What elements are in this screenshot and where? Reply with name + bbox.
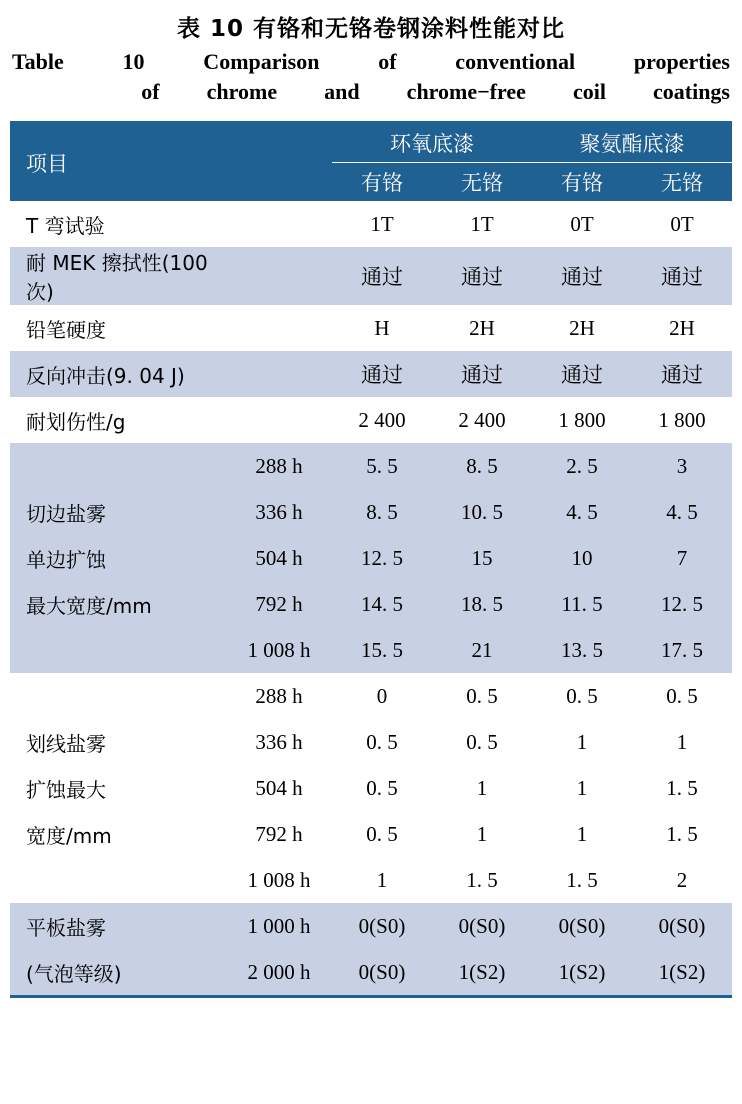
header-item-label: 项目 [26, 151, 68, 176]
row-value: 通过 [432, 247, 532, 305]
row-value: 1 [532, 719, 632, 765]
row-value: 0. 5 [632, 673, 732, 719]
header-sub-epoxy-chromefree: 无铬 [461, 171, 503, 195]
header-sub-pu-chrome: 有铬 [561, 171, 603, 195]
table-header-group-row [10, 123, 732, 163]
row-value: 2 400 [432, 397, 532, 443]
table-row [10, 765, 732, 811]
row-value: 13. 5 [532, 627, 632, 673]
table-row [10, 489, 732, 535]
row-sub-label: 288 h [226, 443, 332, 489]
table-row [10, 811, 732, 857]
row-sub-label [226, 247, 332, 305]
row-label [10, 857, 226, 903]
table-row [10, 627, 732, 673]
row-value: 11. 5 [532, 581, 632, 627]
row-value: 21 [432, 627, 532, 673]
table-title-english [10, 45, 732, 107]
row-value: 通过 [532, 247, 632, 305]
row-label: 反向冲击(9. 04 J) [10, 351, 226, 397]
row-value: 0. 5 [432, 673, 532, 719]
row-value: 0(S0) [532, 903, 632, 949]
row-value: 1(S2) [532, 949, 632, 995]
row-value: 通过 [432, 351, 532, 397]
table-row [10, 201, 732, 247]
table-row [10, 903, 732, 949]
row-value: 1 [432, 765, 532, 811]
header-group-polyurethane: 聚氨酯底漆 [532, 123, 732, 163]
row-value: 2H [632, 305, 732, 351]
row-label: T 弯试验 [10, 201, 226, 247]
row-value: 1(S2) [632, 949, 732, 995]
table-row [10, 351, 732, 397]
row-value: 17. 5 [632, 627, 732, 673]
row-value: 0. 5 [332, 719, 432, 765]
row-label [10, 627, 226, 673]
table-row [10, 535, 732, 581]
header-group-epoxy: 环氧底漆 [332, 123, 532, 163]
row-label: 耐 MEK 擦拭性(100次) [10, 247, 226, 305]
table-row [10, 443, 732, 489]
row-label: (气泡等级) [10, 949, 226, 995]
table-title-english-line1: Table 10 Comparison of conventional properties [12, 49, 730, 74]
row-value: 通过 [632, 351, 732, 397]
row-value: 2 400 [332, 397, 432, 443]
row-value: 1 [632, 719, 732, 765]
row-value: 1T [332, 201, 432, 247]
row-sub-label: 336 h [226, 489, 332, 535]
row-value: 15. 5 [332, 627, 432, 673]
row-value: 10 [532, 535, 632, 581]
table-row [10, 247, 732, 305]
row-value: 1. 5 [532, 857, 632, 903]
row-value: 1. 5 [632, 765, 732, 811]
row-value: 1 [332, 857, 432, 903]
row-label: 单边扩蚀 [10, 535, 226, 581]
row-sub-label: 2 000 h [226, 949, 332, 995]
row-label: 扩蚀最大 [10, 765, 226, 811]
row-label: 划线盐雾 [10, 719, 226, 765]
table-row [10, 673, 732, 719]
header-spacer [226, 123, 332, 202]
row-value: 0. 5 [332, 765, 432, 811]
table-title-chinese: 表 10 有铬和无铬卷钢涂料性能对比 [176, 16, 566, 42]
row-label: 宽度/mm [10, 811, 226, 857]
row-value: 0. 5 [432, 719, 532, 765]
row-value: 7 [632, 535, 732, 581]
table-row [10, 305, 732, 351]
row-sub-label: 792 h [226, 581, 332, 627]
row-value: 1 [532, 811, 632, 857]
row-sub-label [226, 201, 332, 247]
row-sub-label: 1 000 h [226, 903, 332, 949]
row-sub-label: 792 h [226, 811, 332, 857]
table-row [10, 719, 732, 765]
table-row [10, 397, 732, 443]
row-sub-label: 504 h [226, 765, 332, 811]
row-value: 0. 5 [332, 811, 432, 857]
table-body [10, 201, 732, 995]
row-label [10, 443, 226, 489]
row-sub-label: 504 h [226, 535, 332, 581]
row-sub-label: 336 h [226, 719, 332, 765]
header-sub-epoxy-chrome: 有铬 [361, 171, 403, 195]
row-value: 1T [432, 201, 532, 247]
row-value: 通过 [332, 247, 432, 305]
row-label: 平板盐雾 [10, 903, 226, 949]
row-label: 最大宽度/mm [10, 581, 226, 627]
row-value: 3 [632, 443, 732, 489]
row-value: 8. 5 [332, 489, 432, 535]
row-value: 4. 5 [632, 489, 732, 535]
row-value: 0(S0) [332, 903, 432, 949]
row-value: 通过 [632, 247, 732, 305]
table-title-english-line2: of chrome and chrome−free coil coatings [141, 79, 730, 104]
row-value: 12. 5 [632, 581, 732, 627]
row-value: 通过 [332, 351, 432, 397]
row-value: 8. 5 [432, 443, 532, 489]
row-sub-label: 288 h [226, 673, 332, 719]
row-label [10, 673, 226, 719]
table-row [10, 857, 732, 903]
row-value: H [332, 305, 432, 351]
table-row [10, 949, 732, 995]
row-value: 0(S0) [632, 903, 732, 949]
row-value: 0(S0) [332, 949, 432, 995]
row-value: 0T [532, 201, 632, 247]
row-value: 1(S2) [432, 949, 532, 995]
row-value: 18. 5 [432, 581, 532, 627]
row-value: 1. 5 [632, 811, 732, 857]
row-value: 2. 5 [532, 443, 632, 489]
row-value: 2H [432, 305, 532, 351]
row-value: 1 [432, 811, 532, 857]
row-value: 1. 5 [432, 857, 532, 903]
row-value: 5. 5 [332, 443, 432, 489]
row-sub-label [226, 397, 332, 443]
row-value: 1 800 [532, 397, 632, 443]
row-value: 2 [632, 857, 732, 903]
row-label: 切边盐雾 [10, 489, 226, 535]
row-value: 0T [632, 201, 732, 247]
row-sub-label: 1 008 h [226, 857, 332, 903]
row-value: 14. 5 [332, 581, 432, 627]
row-value: 0. 5 [532, 673, 632, 719]
table-row [10, 581, 732, 627]
row-sub-label [226, 351, 332, 397]
table-bottom-rule [10, 995, 732, 998]
row-sub-label: 1 008 h [226, 627, 332, 673]
row-value: 0 [332, 673, 432, 719]
row-sub-label [226, 305, 332, 351]
row-value: 15 [432, 535, 532, 581]
row-value: 12. 5 [332, 535, 432, 581]
table-header [10, 123, 732, 202]
row-value: 2H [532, 305, 632, 351]
row-value: 1 [532, 765, 632, 811]
row-label: 耐划伤性/g [10, 397, 226, 443]
properties-comparison-table [10, 121, 732, 995]
row-value: 10. 5 [432, 489, 532, 535]
row-value: 4. 5 [532, 489, 632, 535]
header-sub-pu-chromefree: 无铬 [661, 171, 703, 195]
row-label: 铅笔硬度 [10, 305, 226, 351]
row-value: 通过 [532, 351, 632, 397]
row-value: 1 800 [632, 397, 732, 443]
row-value: 0(S0) [432, 903, 532, 949]
